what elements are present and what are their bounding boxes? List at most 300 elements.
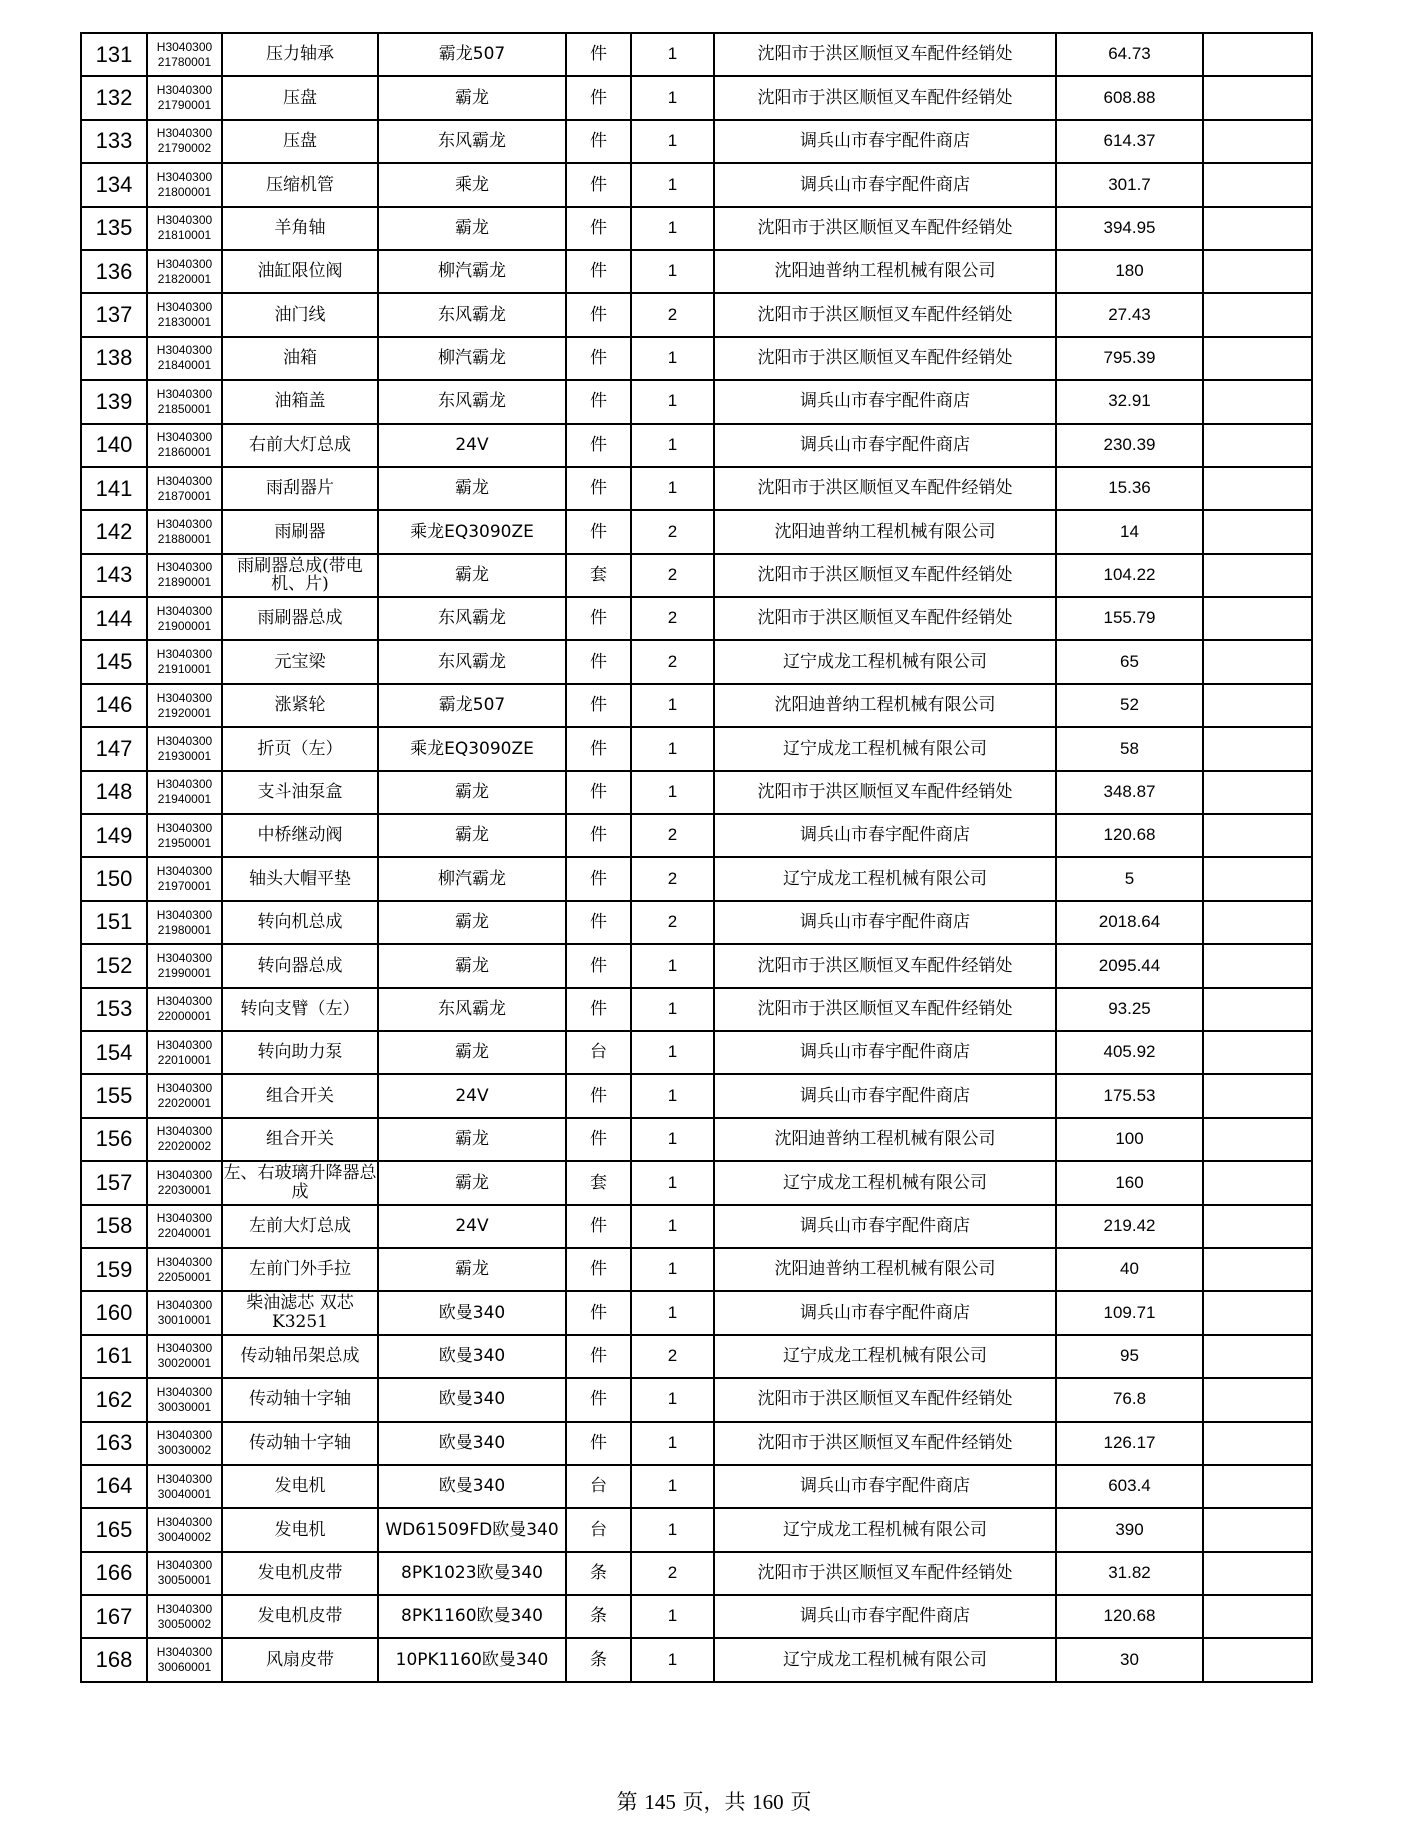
unit-cell: 套 — [566, 1161, 631, 1204]
table-row — [81, 1291, 1312, 1334]
remark-cell — [1203, 1552, 1312, 1595]
footer-middle: 页，共 — [675, 1790, 753, 1814]
material-code-prefix: H3040300 — [156, 516, 213, 531]
material-code-prefix: H3040300 — [156, 1558, 213, 1573]
quantity-cell: 1 — [631, 1118, 714, 1161]
material-code-cell — [147, 597, 222, 640]
unit-price-cell: 30 — [1056, 1638, 1203, 1681]
material-code-cell — [147, 988, 222, 1031]
quantity-cell: 2 — [631, 1335, 714, 1378]
part-model-cell: 霸龙 — [378, 1161, 566, 1204]
unit-price-cell: 390 — [1056, 1508, 1203, 1551]
material-code-suffix: 21970001 — [157, 879, 212, 894]
part-model-cell: 24V — [378, 1205, 566, 1248]
part-name-cell: 传动轴吊架总成 — [222, 1335, 378, 1378]
part-model-cell: 霸龙 — [378, 207, 566, 250]
part-name-cell: 组合开关 — [222, 1118, 378, 1161]
unit-cell: 件 — [566, 901, 631, 944]
quantity-cell: 1 — [631, 944, 714, 987]
unit-price-cell: 795.39 — [1056, 337, 1203, 380]
part-model-cell: 24V — [378, 1074, 566, 1117]
material-code-prefix: H3040300 — [156, 1601, 213, 1616]
remark-cell — [1203, 207, 1312, 250]
material-code-prefix: H3040300 — [156, 1298, 213, 1313]
table-row — [81, 1161, 1312, 1204]
part-name-cell: 发电机 — [222, 1465, 378, 1508]
remark-cell — [1203, 1161, 1312, 1204]
remark-cell — [1203, 597, 1312, 640]
material-code-cell — [147, 76, 222, 119]
unit-cell: 件 — [566, 380, 631, 423]
material-code-prefix: H3040300 — [156, 1167, 213, 1182]
supplier-name-cell: 沈阳市于洪区顺恒叉车配件经销处 — [714, 597, 1056, 640]
table-row — [81, 1378, 1312, 1421]
material-code-prefix: H3040300 — [156, 603, 213, 618]
supplier-name-cell: 沈阳迪普纳工程机械有限公司 — [714, 250, 1056, 293]
unit-cell: 台 — [566, 1508, 631, 1551]
material-code-cell — [147, 1031, 222, 1074]
quantity-cell: 2 — [631, 814, 714, 857]
material-code-suffix: 30030001 — [157, 1399, 212, 1414]
part-name-cell: 支斗油泵盒 — [222, 771, 378, 814]
row-number-cell: 134 — [81, 163, 147, 206]
quantity-cell: 2 — [631, 293, 714, 336]
remark-cell — [1203, 1031, 1312, 1074]
supplier-name-cell: 调兵山市春宇配件商店 — [714, 1205, 1056, 1248]
supplier-name-cell: 辽宁成龙工程机械有限公司 — [714, 1335, 1056, 1378]
material-code-cell — [147, 727, 222, 770]
unit-cell: 件 — [566, 467, 631, 510]
part-model-cell: 乘龙EQ3090ZE — [378, 727, 566, 770]
part-model-cell: 霸龙 — [378, 1031, 566, 1074]
table-row — [81, 814, 1312, 857]
remark-cell — [1203, 1118, 1312, 1161]
unit-price-cell: 95 — [1056, 1335, 1203, 1378]
table-row — [81, 207, 1312, 250]
part-name-cell: 发电机皮带 — [222, 1595, 378, 1638]
unit-cell: 件 — [566, 293, 631, 336]
row-number-cell: 158 — [81, 1205, 147, 1248]
unit-price-cell: 109.71 — [1056, 1291, 1203, 1334]
part-name-cell: 转向助力泵 — [222, 1031, 378, 1074]
supplier-name-cell: 沈阳市于洪区顺恒叉车配件经销处 — [714, 467, 1056, 510]
quantity-cell: 1 — [631, 467, 714, 510]
supplier-name-cell: 调兵山市春宇配件商店 — [714, 814, 1056, 857]
material-code-cell — [147, 337, 222, 380]
unit-cell: 件 — [566, 1074, 631, 1117]
part-name-cell: 羊角轴 — [222, 207, 378, 250]
unit-cell: 件 — [566, 1118, 631, 1161]
unit-price-cell: 603.4 — [1056, 1465, 1203, 1508]
table-row — [81, 1552, 1312, 1595]
unit-cell: 件 — [566, 33, 631, 76]
unit-cell: 条 — [566, 1595, 631, 1638]
row-number-cell: 163 — [81, 1422, 147, 1465]
remark-cell — [1203, 33, 1312, 76]
table-row — [81, 597, 1312, 640]
part-model-cell: 霸龙 — [378, 814, 566, 857]
material-code-cell — [147, 250, 222, 293]
remark-cell — [1203, 1378, 1312, 1421]
table-row — [81, 1595, 1312, 1638]
material-code-cell — [147, 33, 222, 76]
supplier-name-cell: 沈阳迪普纳工程机械有限公司 — [714, 1248, 1056, 1291]
part-model-cell: 霸龙 — [378, 944, 566, 987]
part-name-cell: 雨刷器总成 — [222, 597, 378, 640]
part-model-cell: 东风霸龙 — [378, 988, 566, 1031]
material-code-cell — [147, 510, 222, 553]
unit-price-cell: 15.36 — [1056, 467, 1203, 510]
material-code-suffix: 30010001 — [157, 1313, 212, 1328]
supplier-name-cell: 沈阳市于洪区顺恒叉车配件经销处 — [714, 1552, 1056, 1595]
row-number-cell: 164 — [81, 1465, 147, 1508]
row-number-cell: 147 — [81, 727, 147, 770]
material-code-suffix: 21800001 — [157, 184, 212, 199]
row-number-cell: 140 — [81, 424, 147, 467]
supplier-name-cell: 辽宁成龙工程机械有限公司 — [714, 1638, 1056, 1681]
supplier-name-cell: 辽宁成龙工程机械有限公司 — [714, 640, 1056, 683]
material-code-cell — [147, 293, 222, 336]
quantity-cell: 1 — [631, 1031, 714, 1074]
table-row — [81, 424, 1312, 467]
part-model-cell: 霸龙507 — [378, 684, 566, 727]
unit-price-cell: 348.87 — [1056, 771, 1203, 814]
quantity-cell: 1 — [631, 76, 714, 119]
supplier-name-cell: 辽宁成龙工程机械有限公司 — [714, 727, 1056, 770]
material-code-suffix: 21850001 — [157, 401, 212, 416]
row-number-cell: 160 — [81, 1291, 147, 1334]
part-name-cell: 油门线 — [222, 293, 378, 336]
material-code-suffix: 21820001 — [157, 271, 212, 286]
quantity-cell: 1 — [631, 1161, 714, 1204]
row-number-cell: 148 — [81, 771, 147, 814]
supplier-name-cell: 调兵山市春宇配件商店 — [714, 1595, 1056, 1638]
material-code-prefix: H3040300 — [156, 950, 213, 965]
unit-price-cell: 219.42 — [1056, 1205, 1203, 1248]
material-code-suffix: 21920001 — [157, 705, 212, 720]
material-code-suffix: 30050002 — [157, 1616, 212, 1631]
table-row — [81, 380, 1312, 423]
material-code-suffix: 21950001 — [157, 835, 212, 850]
unit-price-cell: 394.95 — [1056, 207, 1203, 250]
quantity-cell: 2 — [631, 597, 714, 640]
row-number-cell: 161 — [81, 1335, 147, 1378]
quantity-cell: 2 — [631, 901, 714, 944]
supplier-name-cell: 调兵山市春宇配件商店 — [714, 1031, 1056, 1074]
remark-cell — [1203, 1638, 1312, 1681]
unit-price-cell: 32.91 — [1056, 380, 1203, 423]
quantity-cell: 1 — [631, 380, 714, 423]
material-code-prefix: H3040300 — [156, 907, 213, 922]
remark-cell — [1203, 467, 1312, 510]
material-code-prefix: H3040300 — [156, 733, 213, 748]
part-name-cell: 轴头大帽平垫 — [222, 857, 378, 900]
part-name-cell: 转向支臂（左） — [222, 988, 378, 1031]
quantity-cell: 1 — [631, 250, 714, 293]
material-code-prefix: H3040300 — [156, 1211, 213, 1226]
row-number-cell: 162 — [81, 1378, 147, 1421]
unit-price-cell: 120.68 — [1056, 1595, 1203, 1638]
row-number-cell: 139 — [81, 380, 147, 423]
quantity-cell: 1 — [631, 1508, 714, 1551]
part-name-cell: 中桥继动阀 — [222, 814, 378, 857]
material-code-prefix: H3040300 — [156, 1081, 213, 1096]
unit-price-cell: 301.7 — [1056, 163, 1203, 206]
remark-cell — [1203, 250, 1312, 293]
part-model-cell: 东风霸龙 — [378, 597, 566, 640]
remark-cell — [1203, 120, 1312, 163]
material-code-suffix: 21980001 — [157, 922, 212, 937]
row-number-cell: 137 — [81, 293, 147, 336]
part-name-cell: 发电机 — [222, 1508, 378, 1551]
table-row — [81, 1335, 1312, 1378]
table-row — [81, 1031, 1312, 1074]
row-number-cell: 166 — [81, 1552, 147, 1595]
quantity-cell: 1 — [631, 163, 714, 206]
unit-price-cell: 27.43 — [1056, 293, 1203, 336]
material-code-suffix: 30040002 — [157, 1529, 212, 1544]
unit-price-cell: 31.82 — [1056, 1552, 1203, 1595]
supplier-name-cell: 沈阳迪普纳工程机械有限公司 — [714, 684, 1056, 727]
material-code-prefix: H3040300 — [156, 430, 213, 445]
unit-price-cell: 14 — [1056, 510, 1203, 553]
material-code-cell — [147, 684, 222, 727]
parts-table — [80, 32, 1313, 1683]
part-model-cell: 霸龙507 — [378, 33, 566, 76]
quantity-cell: 2 — [631, 510, 714, 553]
material-code-suffix: 21880001 — [157, 531, 212, 546]
remark-cell — [1203, 1595, 1312, 1638]
material-code-cell — [147, 424, 222, 467]
material-code-prefix: H3040300 — [156, 864, 213, 879]
unit-cell: 条 — [566, 1638, 631, 1681]
material-code-prefix: H3040300 — [156, 83, 213, 98]
material-code-suffix: 22000001 — [157, 1009, 212, 1024]
table-row — [81, 337, 1312, 380]
part-model-cell: 24V — [378, 424, 566, 467]
quantity-cell: 1 — [631, 120, 714, 163]
quantity-cell: 2 — [631, 640, 714, 683]
row-number-cell: 167 — [81, 1595, 147, 1638]
unit-cell: 条 — [566, 1552, 631, 1595]
unit-price-cell: 160 — [1056, 1161, 1203, 1204]
material-code-suffix: 21890001 — [157, 575, 212, 590]
remark-cell — [1203, 1248, 1312, 1291]
part-model-cell: 霸龙 — [378, 467, 566, 510]
quantity-cell: 1 — [631, 771, 714, 814]
unit-cell: 件 — [566, 76, 631, 119]
material-code-cell — [147, 380, 222, 423]
material-code-cell — [147, 1508, 222, 1551]
supplier-name-cell: 沈阳市于洪区顺恒叉车配件经销处 — [714, 207, 1056, 250]
part-model-cell: 欧曼340 — [378, 1335, 566, 1378]
unit-cell: 件 — [566, 597, 631, 640]
table-row — [81, 1205, 1312, 1248]
supplier-name-cell: 调兵山市春宇配件商店 — [714, 1465, 1056, 1508]
unit-cell: 件 — [566, 337, 631, 380]
remark-cell — [1203, 510, 1312, 553]
table-row — [81, 554, 1312, 597]
unit-cell: 件 — [566, 727, 631, 770]
part-model-cell: 欧曼340 — [378, 1378, 566, 1421]
unit-cell: 件 — [566, 120, 631, 163]
unit-price-cell: 104.22 — [1056, 554, 1203, 597]
remark-cell — [1203, 857, 1312, 900]
unit-price-cell: 100 — [1056, 1118, 1203, 1161]
table-row — [81, 771, 1312, 814]
row-number-cell: 138 — [81, 337, 147, 380]
part-model-cell: 东风霸龙 — [378, 120, 566, 163]
table-row — [81, 1465, 1312, 1508]
remark-cell — [1203, 1508, 1312, 1551]
table-row — [81, 250, 1312, 293]
row-number-cell: 157 — [81, 1161, 147, 1204]
table-row — [81, 640, 1312, 683]
supplier-name-cell: 沈阳迪普纳工程机械有限公司 — [714, 1118, 1056, 1161]
row-number-cell: 145 — [81, 640, 147, 683]
remark-cell — [1203, 988, 1312, 1031]
unit-price-cell: 230.39 — [1056, 424, 1203, 467]
material-code-suffix: 21990001 — [157, 965, 212, 980]
row-number-cell: 131 — [81, 33, 147, 76]
unit-price-cell: 2018.64 — [1056, 901, 1203, 944]
unit-cell: 件 — [566, 1335, 631, 1378]
remark-cell — [1203, 771, 1312, 814]
table-row — [81, 163, 1312, 206]
remark-cell — [1203, 380, 1312, 423]
table-row — [81, 33, 1312, 76]
material-code-prefix: H3040300 — [156, 473, 213, 488]
unit-cell: 件 — [566, 1291, 631, 1334]
unit-cell: 件 — [566, 510, 631, 553]
remark-cell — [1203, 424, 1312, 467]
table-row — [81, 988, 1312, 1031]
table-row — [81, 1638, 1312, 1681]
material-code-suffix: 21840001 — [157, 358, 212, 373]
part-name-cell: 折页（左） — [222, 727, 378, 770]
unit-price-cell: 608.88 — [1056, 76, 1203, 119]
part-name-cell: 雨刮器片 — [222, 467, 378, 510]
remark-cell — [1203, 554, 1312, 597]
remark-cell — [1203, 1422, 1312, 1465]
quantity-cell: 1 — [631, 1205, 714, 1248]
material-code-prefix: H3040300 — [156, 343, 213, 358]
row-number-cell: 151 — [81, 901, 147, 944]
material-code-suffix: 21910001 — [157, 662, 212, 677]
part-name-cell: 传动轴十字轴 — [222, 1378, 378, 1421]
unit-price-cell: 614.37 — [1056, 120, 1203, 163]
quantity-cell: 2 — [631, 857, 714, 900]
row-number-cell: 141 — [81, 467, 147, 510]
remark-cell — [1203, 76, 1312, 119]
material-code-cell — [147, 1074, 222, 1117]
quantity-cell: 1 — [631, 1595, 714, 1638]
material-code-prefix: H3040300 — [156, 1645, 213, 1660]
material-code-suffix: 22010001 — [157, 1052, 212, 1067]
row-number-cell: 133 — [81, 120, 147, 163]
part-name-cell: 压盘 — [222, 120, 378, 163]
material-code-prefix: H3040300 — [156, 690, 213, 705]
remark-cell — [1203, 814, 1312, 857]
part-name-cell: 左、右玻璃升降器总成 — [222, 1161, 378, 1204]
material-code-prefix: H3040300 — [156, 1514, 213, 1529]
supplier-name-cell: 调兵山市春宇配件商店 — [714, 901, 1056, 944]
unit-cell: 件 — [566, 988, 631, 1031]
supplier-name-cell: 沈阳市于洪区顺恒叉车配件经销处 — [714, 771, 1056, 814]
part-model-cell: 霸龙 — [378, 1248, 566, 1291]
row-number-cell: 149 — [81, 814, 147, 857]
unit-cell: 件 — [566, 1248, 631, 1291]
material-code-cell — [147, 1465, 222, 1508]
unit-cell: 台 — [566, 1465, 631, 1508]
part-name-cell: 元宝梁 — [222, 640, 378, 683]
part-model-cell: 东风霸龙 — [378, 380, 566, 423]
row-number-cell: 153 — [81, 988, 147, 1031]
table-row — [81, 1118, 1312, 1161]
material-code-cell — [147, 857, 222, 900]
row-number-cell: 146 — [81, 684, 147, 727]
quantity-cell: 2 — [631, 1552, 714, 1595]
material-code-suffix: 21900001 — [157, 618, 212, 633]
current-page-number: 145 — [644, 1790, 676, 1814]
unit-price-cell: 120.68 — [1056, 814, 1203, 857]
material-code-suffix: 21780001 — [157, 54, 212, 69]
part-model-cell: 霸龙 — [378, 1118, 566, 1161]
footer-prefix: 第 — [616, 1790, 645, 1814]
material-code-suffix: 30040001 — [157, 1486, 212, 1501]
part-model-cell: WD61509FD欧曼340 — [378, 1508, 566, 1551]
row-number-cell: 165 — [81, 1508, 147, 1551]
unit-price-cell: 76.8 — [1056, 1378, 1203, 1421]
row-number-cell: 150 — [81, 857, 147, 900]
quantity-cell: 1 — [631, 1422, 714, 1465]
material-code-cell — [147, 1118, 222, 1161]
supplier-name-cell: 调兵山市春宇配件商店 — [714, 1074, 1056, 1117]
material-code-suffix: 30060001 — [157, 1660, 212, 1675]
material-code-cell — [147, 163, 222, 206]
material-code-cell — [147, 1248, 222, 1291]
table-row — [81, 1248, 1312, 1291]
material-code-cell — [147, 1291, 222, 1334]
quantity-cell: 1 — [631, 207, 714, 250]
unit-price-cell: 40 — [1056, 1248, 1203, 1291]
table-row — [81, 510, 1312, 553]
quantity-cell: 1 — [631, 337, 714, 380]
part-model-cell: 10PK1160欧曼340 — [378, 1638, 566, 1681]
material-code-cell — [147, 771, 222, 814]
unit-price-cell: 126.17 — [1056, 1422, 1203, 1465]
supplier-name-cell: 辽宁成龙工程机械有限公司 — [714, 1508, 1056, 1551]
part-name-cell: 传动轴十字轴 — [222, 1422, 378, 1465]
table-row — [81, 944, 1312, 987]
material-code-cell — [147, 1422, 222, 1465]
unit-cell: 件 — [566, 814, 631, 857]
part-model-cell: 柳汽霸龙 — [378, 337, 566, 380]
material-code-suffix: 21810001 — [157, 228, 212, 243]
table-row — [81, 684, 1312, 727]
unit-cell: 件 — [566, 250, 631, 293]
supplier-name-cell: 沈阳市于洪区顺恒叉车配件经销处 — [714, 1378, 1056, 1421]
part-name-cell: 组合开关 — [222, 1074, 378, 1117]
material-code-prefix: H3040300 — [156, 777, 213, 792]
part-model-cell: 欧曼340 — [378, 1291, 566, 1334]
unit-price-cell: 93.25 — [1056, 988, 1203, 1031]
material-code-cell — [147, 1595, 222, 1638]
part-name-cell: 压缩机管 — [222, 163, 378, 206]
material-code-prefix: H3040300 — [156, 1471, 213, 1486]
material-code-suffix: 21930001 — [157, 748, 212, 763]
material-code-cell — [147, 207, 222, 250]
